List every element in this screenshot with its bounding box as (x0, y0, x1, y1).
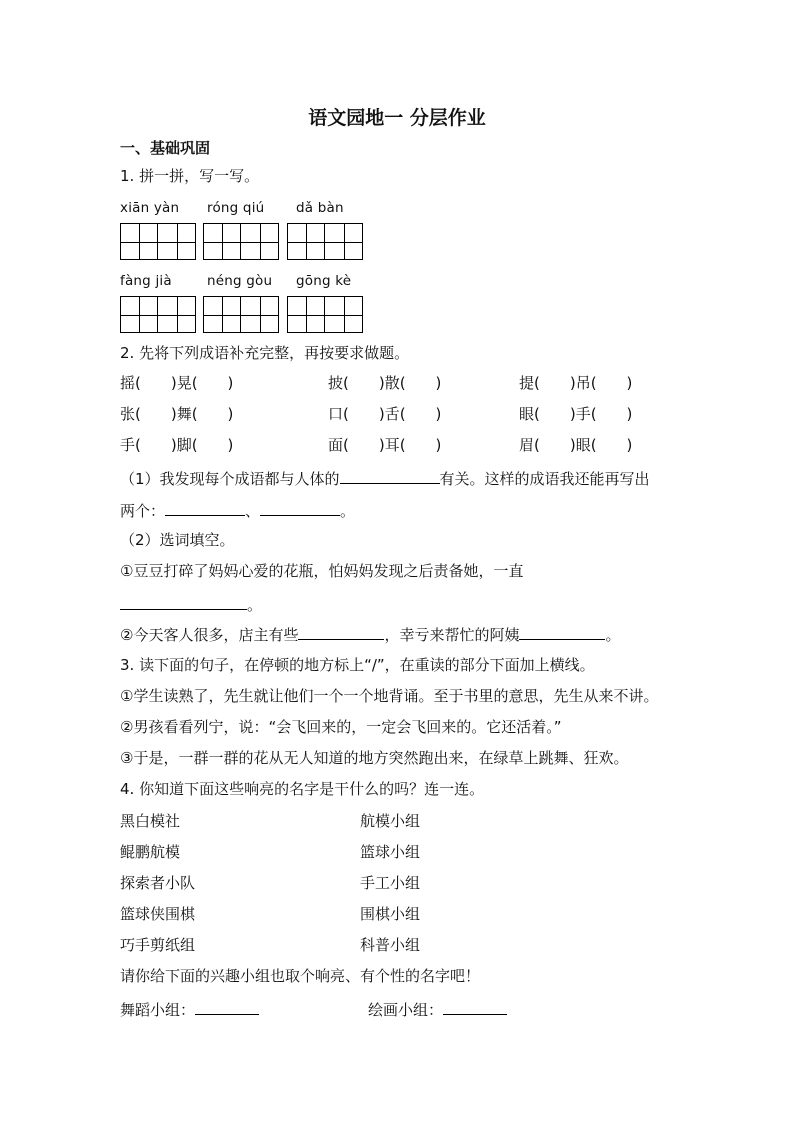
writing-grid[interactable] (287, 223, 363, 260)
match-right-item[interactable]: 科普小组 (360, 936, 421, 954)
match-left-item[interactable]: 篮球侠围棋 (120, 905, 196, 923)
writing-grid[interactable] (203, 296, 279, 333)
naming-note: 请你给下面的兴趣小组也取个响亮、有个性的名字吧！ (120, 967, 481, 985)
question-1-prompt: 1. 拼一拼，写一写。 (120, 167, 260, 185)
match-left-item[interactable]: 巧手剪纸组 (120, 936, 196, 954)
idiom-item: 披( )散( ) (328, 374, 442, 392)
fill-sentence-2 (120, 623, 620, 645)
question-3-prompt: 3. 读下面的句子，在停顿的地方标上“/”，在重读的部分下面加上横线。 (120, 656, 595, 674)
sentence-text: ，幸亏来帮忙的阿姨 (384, 626, 520, 644)
fill-sentence-1-line2 (120, 593, 262, 615)
sub-question-2: （2）选词填空。 (120, 531, 235, 549)
answer-blank[interactable] (165, 499, 245, 516)
pinyin-label: xiān yàn (120, 200, 180, 216)
idiom-item: 眉( )眼( ) (519, 436, 633, 454)
answer-blank[interactable] (443, 998, 507, 1015)
answer-blank[interactable] (340, 467, 440, 484)
idiom-item: 面( )耳( ) (328, 436, 442, 454)
answer-blank[interactable] (120, 593, 247, 610)
match-right-item[interactable]: 围棋小组 (360, 905, 421, 923)
writing-grid[interactable] (287, 296, 363, 333)
idiom-item: 口( )舌( ) (328, 405, 442, 423)
idiom-item: 眼( )手( ) (519, 405, 633, 423)
answer-blank[interactable] (260, 499, 340, 516)
pinyin-label: dǎ bàn (296, 200, 344, 216)
answer-blank[interactable] (298, 623, 384, 640)
reading-sentence: ①学生读熟了，先生就让他们一个一个地背诵。至于书里的意思，先生从来不讲。 (120, 687, 659, 705)
sub-question-1 (120, 467, 650, 489)
match-right-item[interactable]: 手工小组 (360, 874, 421, 892)
period: 。 (605, 626, 621, 644)
separator: 、 (245, 502, 261, 520)
match-left-item[interactable]: 鲲鹏航模 (120, 843, 181, 861)
sub-question-text: （1）我发现每个成语都与人体的 (120, 470, 340, 488)
reading-sentence: ③于是，一群一群的花从无人知道的地方突然跑出来，在绿草上跳舞、狂欢。 (120, 749, 629, 767)
reading-sentence: ②男孩看看列宁，说：“会飞回来的，一定会飞回来的。它还活着。” (120, 718, 562, 736)
match-left-item[interactable]: 探索者小队 (120, 874, 196, 892)
field-label: 舞蹈小组： (120, 1001, 196, 1019)
writing-grid[interactable] (120, 223, 196, 260)
paint-group-field (368, 998, 507, 1020)
answer-blank[interactable] (519, 623, 605, 640)
page-title: 语文园地一 分层作业 (308, 107, 486, 129)
pinyin-label: gōng kè (296, 273, 352, 289)
question-4-prompt: 4. 你知道下面这些响亮的名字是干什么的吗？连一连。 (120, 780, 485, 798)
period: 。 (340, 502, 356, 520)
sentence-text: ②今天客人很多，店主有些 (120, 626, 299, 644)
pinyin-label: fàng jià (120, 273, 172, 289)
writing-grid[interactable] (120, 296, 196, 333)
idiom-item: 张( )舞( ) (120, 405, 234, 423)
sub-question-1-line2 (120, 499, 355, 521)
sub-question-text: 两个： (120, 502, 166, 520)
match-right-item[interactable]: 篮球小组 (360, 843, 421, 861)
idiom-item: 提( )吊( ) (519, 374, 633, 392)
pinyin-label: néng gòu (207, 273, 273, 289)
answer-blank[interactable] (195, 998, 259, 1015)
section-heading: 一、基础巩固 (120, 139, 211, 157)
pinyin-label: róng qiú (207, 200, 265, 216)
period: 。 (247, 596, 263, 614)
writing-grid[interactable] (203, 223, 279, 260)
question-2-prompt: 2. 先将下列成语补充完整，再按要求做题。 (120, 344, 410, 362)
sub-question-text: 有关。这样的成语我还能再写出 (439, 470, 650, 488)
field-label: 绘画小组： (368, 1001, 444, 1019)
fill-sentence-1: ①豆豆打碎了妈妈心爱的花瓶，怕妈妈发现之后责备她，一直 (120, 562, 524, 580)
dance-group-field (120, 998, 259, 1020)
idiom-item: 摇( )晃( ) (120, 374, 234, 392)
match-left-item[interactable]: 黑白模社 (120, 812, 181, 830)
match-right-item[interactable]: 航模小组 (360, 812, 421, 830)
idiom-item: 手( )脚( ) (120, 436, 234, 454)
